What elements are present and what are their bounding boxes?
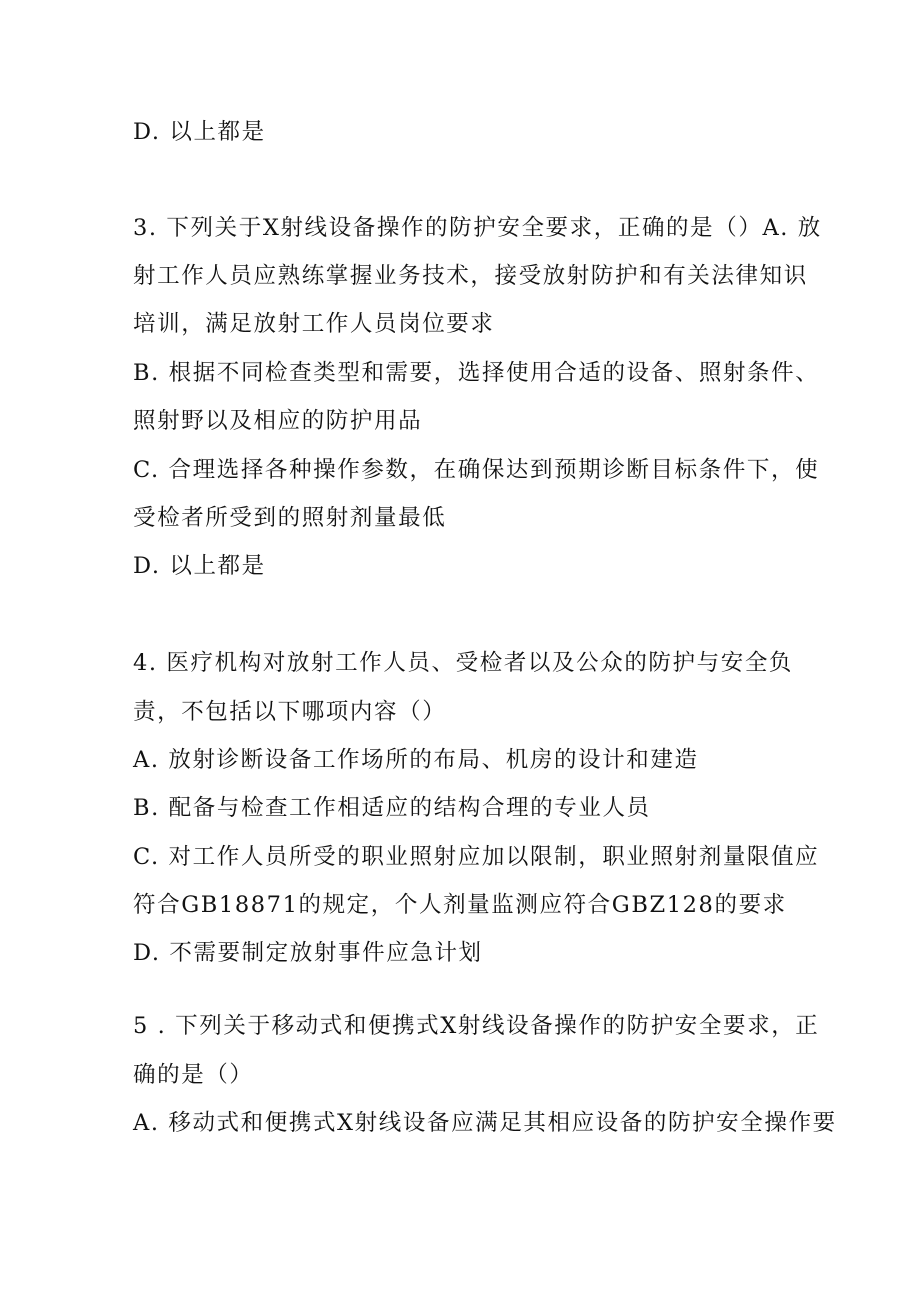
q4-option-a: A. 放射诊断设备工作场所的布局、机房的设计和建造: [133, 747, 699, 773]
q5-option-a-line-1: A. 移动式和便携式X射线设备应满足其相应设备的防护安全操作要: [133, 1110, 837, 1136]
q3-option-d: D. 以上都是: [133, 553, 266, 579]
q5-stem-line-1: 5 . 下列关于移动式和便携式X射线设备操作的防护安全要求，正: [133, 1013, 820, 1039]
q4-stem-line-2: 责，不包括以下哪项内容（）: [133, 699, 447, 725]
q2-option-d: D. 以上都是: [133, 119, 266, 145]
q3-option-b-line-2: 照射野以及相应的防护用品: [133, 408, 423, 434]
q4-stem-line-1: 4. 医疗机构对放射工作人员、受检者以及公众的防护与安全负: [133, 650, 794, 676]
q3-option-b-line-1: B. 根据不同检查类型和需要，选择使用合适的设备、照射条件、: [133, 360, 820, 386]
q5-stem-line-2: 确的是（）: [133, 1062, 254, 1088]
q4-option-b: B. 配备与检查工作相适应的结构合理的专业人员: [133, 795, 651, 821]
q3-stem-line-3: 培训，满足放射工作人员岗位要求: [133, 311, 495, 337]
q4-option-c-line-1: C. 对工作人员所受的职业照射应加以限制，职业照射剂量限值应: [133, 844, 820, 870]
q3-option-c-line-1: C. 合理选择各种操作参数，在确保达到预期诊断目标条件下，使: [133, 457, 820, 483]
q4-option-d: D. 不需要制定放射事件应急计划: [133, 940, 483, 966]
q3-stem-line-1: 3. 下列关于X射线设备操作的防护安全要求，正确的是（）A. 放: [133, 215, 822, 241]
q4-option-c-line-2: 符合GB18871的规定，个人剂量监测应符合GBZ128的要求: [133, 892, 787, 918]
q3-option-c-line-2: 受检者所受到的照射剂量最低: [133, 505, 447, 531]
q3-stem-line-2: 射工作人员应熟练掌握业务技术，接受放射防护和有关法律知识: [133, 263, 808, 289]
